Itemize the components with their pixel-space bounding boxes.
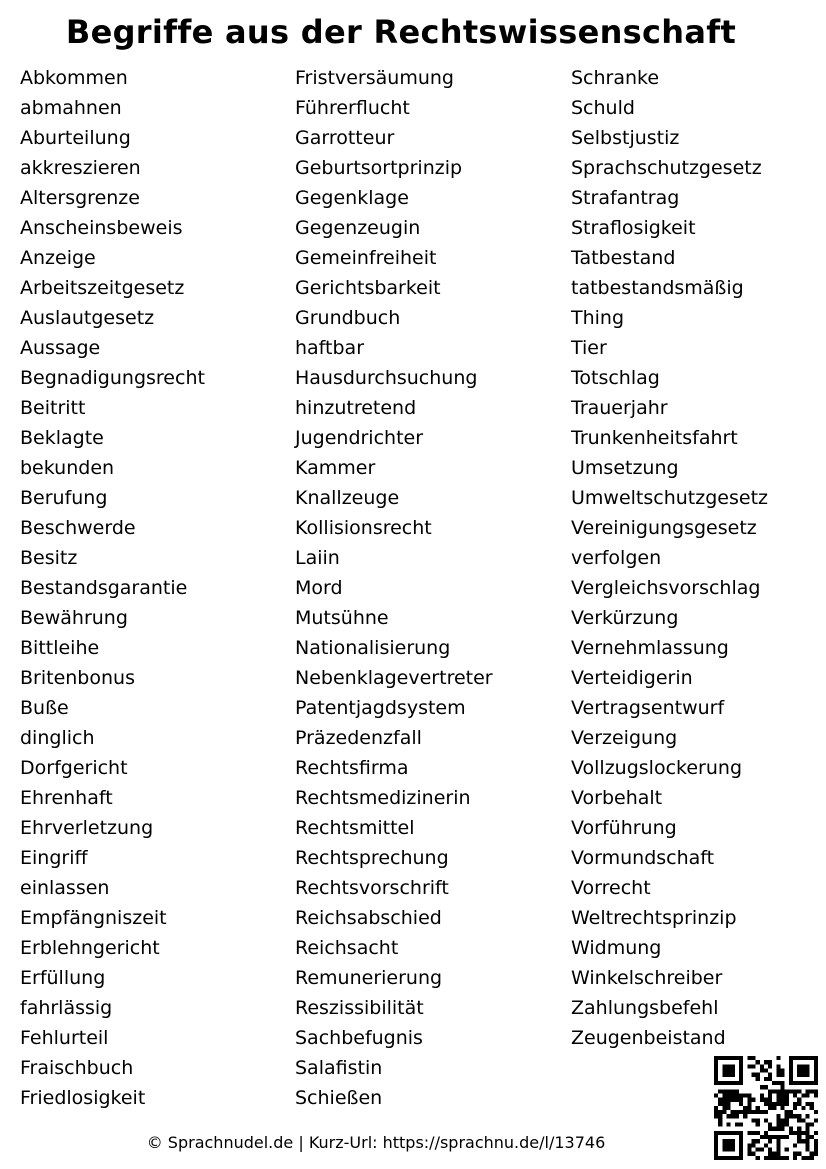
word-item: Strafantrag (571, 187, 680, 209)
word-item: Rechtsfirma (295, 757, 409, 779)
word-item: Gerichtsbarkeit (295, 277, 441, 299)
word-item: Begnadigungsrecht (20, 367, 205, 389)
word-item: Mord (295, 577, 343, 599)
word-item: Knallzeuge (295, 487, 400, 509)
word-item: Eingriff (20, 847, 88, 869)
word-item: Nebenklagevertreter (295, 667, 493, 689)
word-item: Umweltschutzgesetz (571, 487, 768, 509)
word-item: Rechtsmittel (295, 817, 415, 839)
word-item: Winkelschreiber (571, 967, 723, 989)
word-item: Vorbehalt (571, 787, 663, 809)
word-item: Patentjagdsystem (295, 697, 466, 719)
word-item: Abkommen (20, 67, 128, 89)
page-title: Begriffe aus der Rechtswissenschaft (65, 13, 737, 51)
word-item: Thing (571, 307, 625, 329)
word-item: abmahnen (20, 97, 122, 119)
word-item: Schranke (571, 67, 660, 89)
word-item: Vorrecht (571, 877, 651, 899)
word-item: Besitz (20, 547, 78, 569)
word-column-1 (20, 63, 205, 1113)
word-item: Aburteilung (20, 127, 131, 149)
word-item: Hausdurchsuchung (295, 367, 478, 389)
word-item: Remunerierung (295, 967, 443, 989)
word-item: Tier (571, 337, 607, 359)
word-item: Tatbestand (571, 247, 676, 269)
word-item: Verteidigerin (571, 667, 693, 689)
word-item: Ehrenhaft (20, 787, 113, 809)
word-item: Beitritt (20, 397, 86, 419)
word-item: Trauerjahr (571, 397, 668, 419)
word-item: Totschlag (571, 367, 660, 389)
word-item: Selbstjustiz (571, 127, 680, 149)
word-item: Verzeigung (571, 727, 678, 749)
word-item: Vorführung (571, 817, 677, 839)
word-item: Fehlurteil (20, 1027, 109, 1049)
word-item: Erfüllung (20, 967, 106, 989)
word-item: Vormundschaft (571, 847, 715, 869)
word-item: Rechtsvorschrift (295, 877, 449, 899)
word-item: Nationalisierung (295, 637, 451, 659)
word-item: Bestandsgarantie (20, 577, 188, 599)
word-item: Umsetzung (571, 457, 679, 479)
word-item: Britenbonus (20, 667, 135, 689)
word-item: Buße (20, 697, 69, 719)
word-item: hinzutretend (295, 397, 417, 419)
word-item: Kollisionsrecht (295, 517, 432, 539)
word-column-2 (295, 63, 493, 1113)
word-item: Widmung (571, 937, 662, 959)
word-item: Grundbuch (295, 307, 401, 329)
word-item: Vernehmlassung (571, 637, 729, 659)
word-item: Gegenklage (295, 187, 409, 209)
word-item: Führerflucht (295, 97, 410, 119)
word-item: Altersgrenze (20, 187, 140, 209)
word-item: Aussage (20, 337, 101, 359)
word-item: Reichsabschied (295, 907, 442, 929)
word-item: Rechtsmedizinerin (295, 787, 471, 809)
word-item: Erblehngericht (20, 937, 160, 959)
word-item: fahrlässig (20, 997, 113, 1019)
word-item: Fristversäumung (295, 67, 454, 89)
word-item: Schuld (571, 97, 635, 119)
word-item: Präzedenzfall (295, 727, 422, 749)
word-item: Trunkenheitsfahrt (571, 427, 738, 449)
word-item: haftbar (295, 337, 365, 359)
word-item: Laiin (295, 547, 340, 569)
word-item: Salafistin (295, 1057, 383, 1079)
word-item: Zahlungsbefehl (571, 997, 719, 1019)
word-item: Kammer (295, 457, 376, 479)
word-item: Bittleihe (20, 637, 100, 659)
word-item: Ehrverletzung (20, 817, 154, 839)
word-item: Schießen (295, 1087, 383, 1109)
word-item: verfolgen (571, 547, 662, 569)
word-item: Sprachschutzgesetz (571, 157, 762, 179)
word-item: Friedlosigkeit (20, 1087, 146, 1109)
word-item: Rechtsprechung (295, 847, 449, 869)
word-item: dinglich (20, 727, 95, 749)
word-item: Reszissibilität (295, 997, 424, 1019)
word-column-3 (571, 63, 768, 1053)
word-item: Auslautgesetz (20, 307, 155, 329)
word-item: Gegenzeugin (295, 217, 421, 239)
footer-credit: © Sprachnudel.de | Kurz-Url: https://sprachnu.de/l/13746 (146, 1133, 606, 1152)
word-item: bekunden (20, 457, 115, 479)
word-item: einlassen (20, 877, 110, 899)
word-item: Gemeinfreiheit (295, 247, 437, 269)
word-item: Weltrechtsprinzip (571, 907, 737, 929)
word-item: Reichsacht (295, 937, 399, 959)
word-item: akkreszieren (20, 157, 141, 179)
word-item: Garrotteur (295, 127, 395, 149)
word-item: Empfängniszeit (20, 907, 167, 929)
word-item: Beschwerde (20, 517, 136, 539)
word-item: Anscheinsbeweis (20, 217, 183, 239)
word-item: Fraischbuch (20, 1057, 134, 1079)
word-item: Arbeitszeitgesetz (20, 277, 185, 299)
word-item: Bewährung (20, 607, 128, 629)
word-item: Beklagte (20, 427, 104, 449)
word-item: Vertragsentwurf (571, 697, 725, 719)
word-item: Anzeige (20, 247, 96, 269)
qr-code-icon (714, 1056, 818, 1160)
word-item: Zeugenbeistand (571, 1027, 726, 1049)
word-item: Verkürzung (571, 607, 679, 629)
word-item: Dorfgericht (20, 757, 128, 779)
word-item: Geburtsortprinzip (295, 157, 463, 179)
word-item: Vollzugslockerung (571, 757, 742, 779)
word-item: Sachbefugnis (295, 1027, 423, 1049)
word-item: Vergleichsvorschlag (571, 577, 761, 599)
word-item: Mutsühne (295, 607, 389, 629)
word-item: Jugendrichter (295, 427, 424, 449)
word-item: Vereinigungsgesetz (571, 517, 757, 539)
word-item: Straflosigkeit (571, 217, 696, 239)
word-item: Berufung (20, 487, 108, 509)
word-item: tatbestandsmäßig (571, 277, 744, 299)
